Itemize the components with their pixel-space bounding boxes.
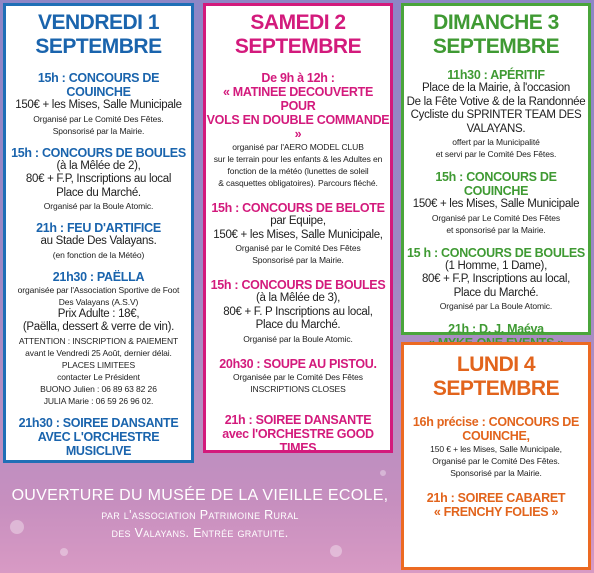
event-note: Des Valayans (A.S.V) [58, 296, 139, 307]
event-line: VALAYANS. [466, 122, 526, 135]
event-title: AVEC L'ORCHESTRE MUSICLIVE [37, 429, 160, 458]
day-card-samedi [203, 3, 393, 453]
event-title: 15h : CONCOURS DE BELOTE [211, 201, 385, 215]
day-heading [404, 353, 588, 401]
event-line: De la Fête Votive & de la Randonnée [406, 95, 586, 108]
event-note: INSCRIPTIONS CLOSES [250, 383, 346, 394]
sparkle-decoration [380, 470, 386, 476]
sparkle-decoration [60, 548, 68, 556]
event-title: 21h30 : PAËLLA [52, 269, 145, 284]
day-name: DIMANCHE 3 [433, 11, 559, 34]
event-line: 150€ + les Mises, Salle Municipale [15, 99, 182, 111]
event-line: Cycliste du SPRINTER TEAM DES [410, 109, 582, 121]
event-note: Sponsorisé par la Mairie. [252, 255, 344, 265]
event-note: PLACES LIMITEES [61, 359, 136, 370]
event-note: et sponsorisé par la Mairie. [446, 224, 546, 235]
event-note: Organisé par la Boule Atomic. [43, 201, 154, 211]
sparkle-decoration [330, 545, 342, 557]
announcement-line: par l'association Patrimoine Rural [101, 508, 299, 522]
event-couinche [404, 170, 588, 236]
month-name: SEPTEMBRE [432, 377, 560, 400]
museum-announcement [0, 486, 400, 542]
event-title: « MATINEE DECOUVERTE POUR [222, 85, 374, 113]
month-name: SEPTEMBRE [35, 35, 162, 58]
day-heading [404, 11, 588, 59]
event-note: organisé par l'AERO MODEL CLUB [232, 142, 364, 152]
event-title: 21h : SOIREE CABARET [426, 491, 566, 505]
event-title: 21h : FEU D'ARTIFICE [36, 221, 161, 235]
event-boules [206, 278, 390, 345]
event-title: avec l'ORCHESTRE GOOD TIMES [222, 426, 374, 455]
day-card-lundi [401, 342, 591, 570]
event-line: (à la Mêlée de 2), [56, 159, 141, 172]
event-title: « FRENCHY FOLIES » [433, 505, 559, 519]
event-line: par Equipe, [270, 215, 326, 227]
event-soiree-cabaret [404, 491, 588, 519]
announcement-line: des Valayans. Entrée gratuite. [111, 526, 289, 540]
day-card-vendredi [3, 3, 194, 463]
event-couinche [6, 71, 191, 137]
event-line: (1 Homme, 1 Dame), [445, 259, 547, 272]
event-line: Place du Marché. [255, 319, 341, 331]
event-title: 21h30 : SOIREE DANSANTE [18, 415, 179, 430]
event-note: Organisé par La Boule Atomic. [439, 301, 553, 311]
event-note: fonction de la météo (lunettes de soleil [227, 166, 369, 176]
event-line: 150€ + les Mises, Salle Municipale [412, 198, 580, 210]
event-line: Prix Adulte : 18€, [57, 307, 140, 320]
event-note: avant le Vendredi 25 Août, dernier délai. [25, 347, 172, 358]
announcement-title: OUVERTURE DU MUSÉE DE LA VIEILLE ECOLE, [11, 487, 389, 504]
event-title: 11h30 : APÉRITIF [447, 68, 545, 82]
event-title: 15h : CONCOURS DE COUINCHE [435, 170, 557, 198]
event-note: et servi par le Comité Des Fêtes. [435, 149, 557, 159]
event-title: VOLS EN DOUBLE COMMANDE » [206, 113, 390, 141]
event-title: 15h : CONCOURS DE BOULES [11, 145, 186, 160]
event-note: Sponsorisé par la Mairie. [450, 468, 542, 478]
event-title: 15h : CONCOURS DE COUINCHE [37, 71, 160, 99]
event-note: Organisé par la Boule Atomic. [243, 333, 353, 344]
event-title: COUINCHE, [462, 429, 530, 443]
event-note: 150 € + les Mises, Salle Municipale, [430, 444, 562, 454]
day-heading [206, 11, 390, 59]
event-note: JULIA Marie : 06 59 26 96 02. [43, 395, 154, 406]
event-note: Organisée par le Comité Des Fêtes [233, 371, 363, 382]
day-heading [6, 11, 191, 59]
event-title: 15 h : CONCOURS DE BOULES [407, 245, 585, 260]
event-matinee-vols [206, 71, 390, 189]
event-note: Organisé par Le Comité Des Fêtes [431, 212, 561, 223]
event-title: 20h30 : SOUPE AU PISTOU. [219, 356, 377, 371]
event-line: 80€ + F.P, Inscriptions au local [25, 173, 172, 185]
event-belote [206, 201, 390, 266]
event-note: (en fonction de la Météo) [52, 249, 145, 260]
event-line: Place du Marché. [56, 186, 141, 199]
event-note: organisée par l'Association Sportive de Foot [17, 284, 180, 295]
event-note: Organisé par le Comité Des Fêtes [235, 243, 361, 253]
event-title: 16h précise : CONCOURS DE [412, 415, 580, 429]
event-title: 21h : SOIREE DANSANTE [224, 412, 372, 427]
day-card-dimanche [401, 3, 591, 335]
event-note: Organisé par Le Comité Des Fêtes. [33, 113, 164, 124]
event-note: contacter Le Président [57, 371, 140, 382]
event-couinche [404, 415, 588, 479]
event-soupe-pistou [206, 357, 390, 395]
event-note: offert par la Municipalité [452, 137, 540, 147]
event-line: Place de la Mairie, à l'occasion [422, 82, 570, 94]
month-name: SEPTEMBRE [234, 35, 362, 58]
event-note: Organisé par le Comité Des Fêtes. [432, 456, 560, 466]
event-note: & casquettes obligatoires). Parcours fléché. [218, 178, 378, 188]
event-aperitif [404, 68, 588, 160]
event-note: Sponsorisé par la Mairie. [52, 125, 145, 136]
event-note: BUONO Julien : 06 89 63 82 26 [40, 383, 157, 394]
event-title: 21h : D. J. Maéva [448, 322, 544, 336]
event-line: 150€ + les Mises, Salle Municipale, [213, 228, 383, 241]
event-title: 15h : CONCOURS DE BOULES [210, 278, 386, 292]
event-boules [6, 146, 191, 213]
event-line: au Stade Des Valayans. [40, 235, 157, 247]
event-note: sur le terrain pour les enfants & les Adultes en [213, 154, 383, 164]
event-line: (à la Mêlée de 3), [255, 292, 341, 304]
event-soiree-dansante [6, 416, 191, 458]
event-feu-artifice [6, 221, 191, 261]
event-line: 80€ + F.P, Inscriptions au local, [421, 273, 571, 285]
day-name: VENDREDI 1 [37, 11, 160, 34]
event-line: 80€ + F. P Inscriptions au local, [223, 305, 373, 318]
event-boules [404, 246, 588, 313]
month-name: SEPTEMBRE [432, 35, 560, 58]
event-line: Place du Marché. [453, 286, 539, 299]
event-title: De 9h à 12h : [261, 71, 335, 85]
event-note: ATTENTION : INSCRIPTION & PAIEMENT [18, 335, 179, 346]
day-name: SAMEDI 2 [250, 11, 346, 34]
event-soiree-dansante [206, 413, 390, 455]
event-line: (Paëlla, dessert & verre de vin). [22, 321, 175, 333]
day-name: LUNDI 4 [456, 353, 536, 376]
event-paella [6, 270, 191, 407]
